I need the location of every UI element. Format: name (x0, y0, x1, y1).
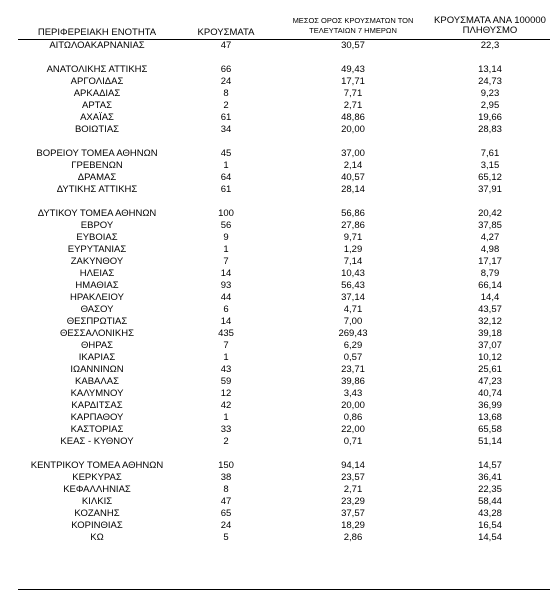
cases-cell: 64 (220, 172, 232, 183)
cases-cell: 9 (223, 232, 229, 243)
table-row (0, 40, 560, 52)
table-row (0, 328, 560, 340)
average-cell: 37,14 (341, 292, 365, 303)
group-spacer (0, 448, 560, 460)
table-row (0, 112, 560, 124)
cases-cell: 14 (220, 316, 232, 327)
table-row (0, 148, 560, 160)
average-cell: 37,57 (341, 508, 365, 519)
table-row (0, 184, 560, 196)
average-cell: 18,29 (341, 520, 365, 531)
table-row (0, 280, 560, 292)
cases-cell: 59 (220, 376, 232, 387)
per100k-cell: 22,35 (478, 484, 502, 495)
per100k-cell: 43,57 (478, 304, 502, 315)
cases-cell: 8 (223, 88, 229, 99)
region-cell: ΑΡΓΟΛΙΔΑΣ (70, 76, 124, 87)
average-cell: 37,00 (341, 148, 365, 159)
header-cases-per-100k: ΚΡΟΥΣΜΑΤΑ ΑΝΑ 100000 ΠΛΗΘΥΣΜΟ (434, 15, 546, 36)
per100k-cell: 65,12 (478, 172, 502, 183)
group-spacer (0, 136, 560, 148)
per100k-cell: 14,4 (480, 292, 500, 303)
per100k-cell: 39,18 (478, 328, 502, 339)
average-cell: 30,57 (341, 40, 365, 51)
per100k-cell: 9,23 (480, 88, 500, 99)
cases-cell: 24 (220, 520, 232, 531)
per100k-cell: 4,27 (480, 232, 500, 243)
table-row (0, 352, 560, 364)
table-row (0, 76, 560, 88)
region-cell: ΚΕΡΚΥΡΑΣ (72, 472, 122, 483)
average-cell: 27,86 (341, 220, 365, 231)
average-cell: 10,43 (341, 268, 365, 279)
region-cell: ΗΜΑΘΙΑΣ (75, 280, 119, 291)
per100k-cell: 22,3 (480, 40, 500, 51)
cases-cell: 1 (223, 412, 229, 423)
average-cell: 39,86 (341, 376, 365, 387)
per100k-cell: 16,54 (478, 520, 502, 531)
table-row (0, 172, 560, 184)
average-cell: 49,43 (341, 64, 365, 75)
per100k-cell: 47,23 (478, 376, 502, 387)
table-row (0, 220, 560, 232)
table-row (0, 64, 560, 76)
cases-cell: 66 (220, 64, 232, 75)
region-cell: ΕΒΡΟΥ (80, 220, 114, 231)
table-row (0, 520, 560, 532)
per100k-cell: 2,95 (480, 100, 500, 111)
average-cell: 6,29 (343, 340, 363, 351)
group-spacer (0, 196, 560, 208)
table-row (0, 376, 560, 388)
per100k-cell: 36,41 (478, 472, 502, 483)
table-row (0, 472, 560, 484)
per100k-cell: 20,42 (478, 208, 502, 219)
average-cell: 22,00 (341, 424, 365, 435)
region-cell: ΙΚΑΡΙΑΣ (78, 352, 116, 363)
per100k-cell: 66,14 (478, 280, 502, 291)
region-cell: ΚΟΡΙΝΘΙΑΣ (71, 520, 123, 531)
cases-cell: 38 (220, 472, 232, 483)
table-body (0, 40, 560, 544)
average-cell: 3,43 (343, 388, 363, 399)
average-cell: 94,14 (341, 460, 365, 471)
cases-cell: 47 (220, 496, 232, 507)
cases-cell: 7 (223, 256, 229, 267)
header-region: ΠΕΡΙΦΕΡΕΙΑΚΗ ΕΝΟΤΗΤΑ (37, 27, 157, 38)
table-row (0, 388, 560, 400)
table-row (0, 124, 560, 136)
region-cell: ΘΕΣΠΡΩΤΙΑΣ (66, 316, 128, 327)
table-row (0, 88, 560, 100)
average-cell: 56,43 (341, 280, 365, 291)
region-cell: ΕΥΒΟΙΑΣ (76, 232, 118, 243)
cases-cell: 1 (223, 352, 229, 363)
per100k-cell: 10,12 (478, 352, 502, 363)
region-cell: ΔΡΑΜΑΣ (77, 172, 117, 183)
region-cell: ΘΗΡΑΣ (80, 340, 114, 351)
average-cell: 0,71 (343, 436, 363, 447)
cases-cell: 34 (220, 124, 232, 135)
region-cell: ΑΙΤΩΛΟΑΚΑΡΝΑΝΙΑΣ (49, 40, 145, 51)
table-row (0, 484, 560, 496)
average-cell: 2,71 (343, 484, 363, 495)
region-cell: ΚΕΑΣ - ΚΥΘΝΟΥ (60, 436, 134, 447)
per100k-cell: 19,66 (478, 112, 502, 123)
region-cell: ΚΑΒΑΛΑΣ (75, 376, 119, 387)
average-cell: 269,43 (338, 328, 368, 339)
region-cell: ΑΝΑΤΟΛΙΚΗΣ ΑΤΤΙΚΗΣ (46, 64, 148, 75)
region-cell: ΚΕΝΤΡΙΚΟΥ ΤΟΜΕΑ ΑΘΗΝΩΝ (30, 460, 164, 471)
cases-cell: 100 (218, 208, 234, 219)
per100k-cell: 8,79 (480, 268, 500, 279)
region-cell: ΚΑΡΔΙΤΣΑΣ (71, 400, 123, 411)
region-cell: ΚΟΖΑΝΗΣ (74, 508, 120, 519)
cases-cell: 47 (220, 40, 232, 51)
cases-cell: 44 (220, 292, 232, 303)
region-cell: ΚΑΣΤΟΡΙΑΣ (70, 424, 124, 435)
cases-cell: 12 (220, 388, 232, 399)
average-cell: 20,00 (341, 124, 365, 135)
table-row (0, 244, 560, 256)
region-cell: ΖΑΚΥΝΘΟΥ (70, 256, 124, 267)
table-row (0, 532, 560, 544)
per100k-cell: 28,83 (478, 124, 502, 135)
header-cases: ΚΡΟΥΣΜΑΤΑ (197, 27, 255, 38)
cases-cell: 5 (223, 532, 229, 543)
average-cell: 48,86 (341, 112, 365, 123)
group-spacer (0, 52, 560, 64)
region-cell: ΚΑΡΠΑΘΟΥ (70, 412, 124, 423)
table-row (0, 316, 560, 328)
per100k-cell: 17,17 (478, 256, 502, 267)
per100k-cell: 51,14 (478, 436, 502, 447)
region-cell: ΒΟΡΕΙΟΥ ΤΟΜΕΑ ΑΘΗΝΩΝ (36, 148, 158, 159)
table-row (0, 268, 560, 280)
table-row (0, 232, 560, 244)
average-cell: 23,29 (341, 496, 365, 507)
per100k-cell: 37,91 (478, 184, 502, 195)
region-cell: ΚΩ (90, 532, 104, 543)
region-cell: ΓΡΕΒΕΝΩΝ (71, 160, 123, 171)
region-cell: ΚΙΛΚΙΣ (81, 496, 113, 507)
cases-cell: 93 (220, 280, 232, 291)
average-cell: 28,14 (341, 184, 365, 195)
region-cell: ΚΑΛΥΜΝΟΥ (70, 388, 124, 399)
header-7day-average: ΜΕΣΟΣ ΟΡΟΣ ΚΡΟΥΣΜΑΤΩΝ ΤΟΝ ΤΕΛΕΥΤΑΙΩΝ 7 ΗΜΕΡΩΝ (292, 16, 414, 35)
table-row (0, 364, 560, 376)
table-row (0, 412, 560, 424)
average-cell: 23,57 (341, 472, 365, 483)
cases-cell: 6 (223, 304, 229, 315)
region-cell: ΑΡΚΑΔΙΑΣ (73, 88, 121, 99)
region-cell: ΕΥΡΥΤΑΝΙΑΣ (67, 244, 127, 255)
cases-cell: 24 (220, 76, 232, 87)
region-cell: ΑΡΤΑΣ (82, 100, 112, 111)
region-cell: ΙΩΑΝΝΙΝΩΝ (70, 364, 124, 375)
region-cell: ΚΕΦΑΛΛΗΝΙΑΣ (63, 484, 131, 495)
average-cell: 7,14 (343, 256, 363, 267)
average-cell: 0,86 (343, 412, 363, 423)
cases-cell: 435 (218, 328, 234, 339)
per100k-cell: 37,07 (478, 340, 502, 351)
cases-cell: 65 (220, 508, 232, 519)
average-cell: 2,71 (343, 100, 363, 111)
region-cell: ΗΛΕΙΑΣ (79, 268, 115, 279)
per100k-cell: 40,74 (478, 388, 502, 399)
average-cell: 1,29 (343, 244, 363, 255)
per100k-cell: 14,54 (478, 532, 502, 543)
cases-cell: 56 (220, 220, 232, 231)
average-cell: 23,71 (341, 364, 365, 375)
cases-cell: 61 (220, 112, 232, 123)
per100k-cell: 3,15 (480, 160, 500, 171)
table-row (0, 496, 560, 508)
average-cell: 7,71 (343, 88, 363, 99)
cases-cell: 14 (220, 268, 232, 279)
average-cell: 4,71 (343, 304, 363, 315)
per100k-cell: 25,61 (478, 364, 502, 375)
table-row (0, 340, 560, 352)
table-row (0, 100, 560, 112)
cases-cell: 1 (223, 160, 229, 171)
table-row (0, 508, 560, 520)
average-cell: 2,14 (343, 160, 363, 171)
table-row (0, 400, 560, 412)
per100k-cell: 65,58 (478, 424, 502, 435)
table-row (0, 460, 560, 472)
average-cell: 56,86 (341, 208, 365, 219)
region-cell: ΘΑΣΟΥ (80, 304, 114, 315)
table-header (0, 0, 560, 38)
cases-cell: 42 (220, 400, 232, 411)
region-cell: ΒΟΙΩΤΙΑΣ (74, 124, 120, 135)
cases-cell: 1 (223, 244, 229, 255)
per100k-cell: 37,85 (478, 220, 502, 231)
table-row (0, 424, 560, 436)
table-bottom-border (18, 589, 550, 590)
average-cell: 2,86 (343, 532, 363, 543)
per100k-cell: 32,12 (478, 316, 502, 327)
region-cell: ΘΕΣΣΑΛΟΝΙΚΗΣ (60, 328, 134, 339)
average-cell: 9,71 (343, 232, 363, 243)
cases-cell: 43 (220, 364, 232, 375)
table-row (0, 208, 560, 220)
table-row (0, 304, 560, 316)
cases-cell: 33 (220, 424, 232, 435)
cases-cell: 61 (220, 184, 232, 195)
average-cell: 0,57 (343, 352, 363, 363)
cases-cell: 2 (223, 436, 229, 447)
average-cell: 20,00 (341, 400, 365, 411)
per100k-cell: 24,73 (478, 76, 502, 87)
per100k-cell: 43,28 (478, 508, 502, 519)
cases-cell: 8 (223, 484, 229, 495)
per100k-cell: 13,14 (478, 64, 502, 75)
per100k-cell: 7,61 (480, 148, 500, 159)
average-cell: 17,71 (341, 76, 365, 87)
cases-cell: 150 (218, 460, 234, 471)
average-cell: 7,00 (343, 316, 363, 327)
region-cell: ΔΥΤΙΚΗΣ ΑΤΤΙΚΗΣ (56, 184, 138, 195)
per100k-cell: 58,44 (478, 496, 502, 507)
table-row (0, 256, 560, 268)
region-cell: ΔΥΤΙΚΟΥ ΤΟΜΕΑ ΑΘΗΝΩΝ (37, 208, 157, 219)
region-cell: ΑΧΑΪΑΣ (80, 112, 114, 123)
per100k-cell: 13,68 (478, 412, 502, 423)
table-row (0, 436, 560, 448)
cases-cell: 7 (223, 340, 229, 351)
table-row (0, 292, 560, 304)
per100k-cell: 4,98 (480, 244, 500, 255)
average-cell: 40,57 (341, 172, 365, 183)
per100k-cell: 36,99 (478, 400, 502, 411)
cases-cell: 45 (220, 148, 232, 159)
region-cell: ΗΡΑΚΛΕΙΟΥ (70, 292, 124, 303)
per100k-cell: 14,57 (478, 460, 502, 471)
table-row (0, 160, 560, 172)
cases-cell: 2 (223, 100, 229, 111)
